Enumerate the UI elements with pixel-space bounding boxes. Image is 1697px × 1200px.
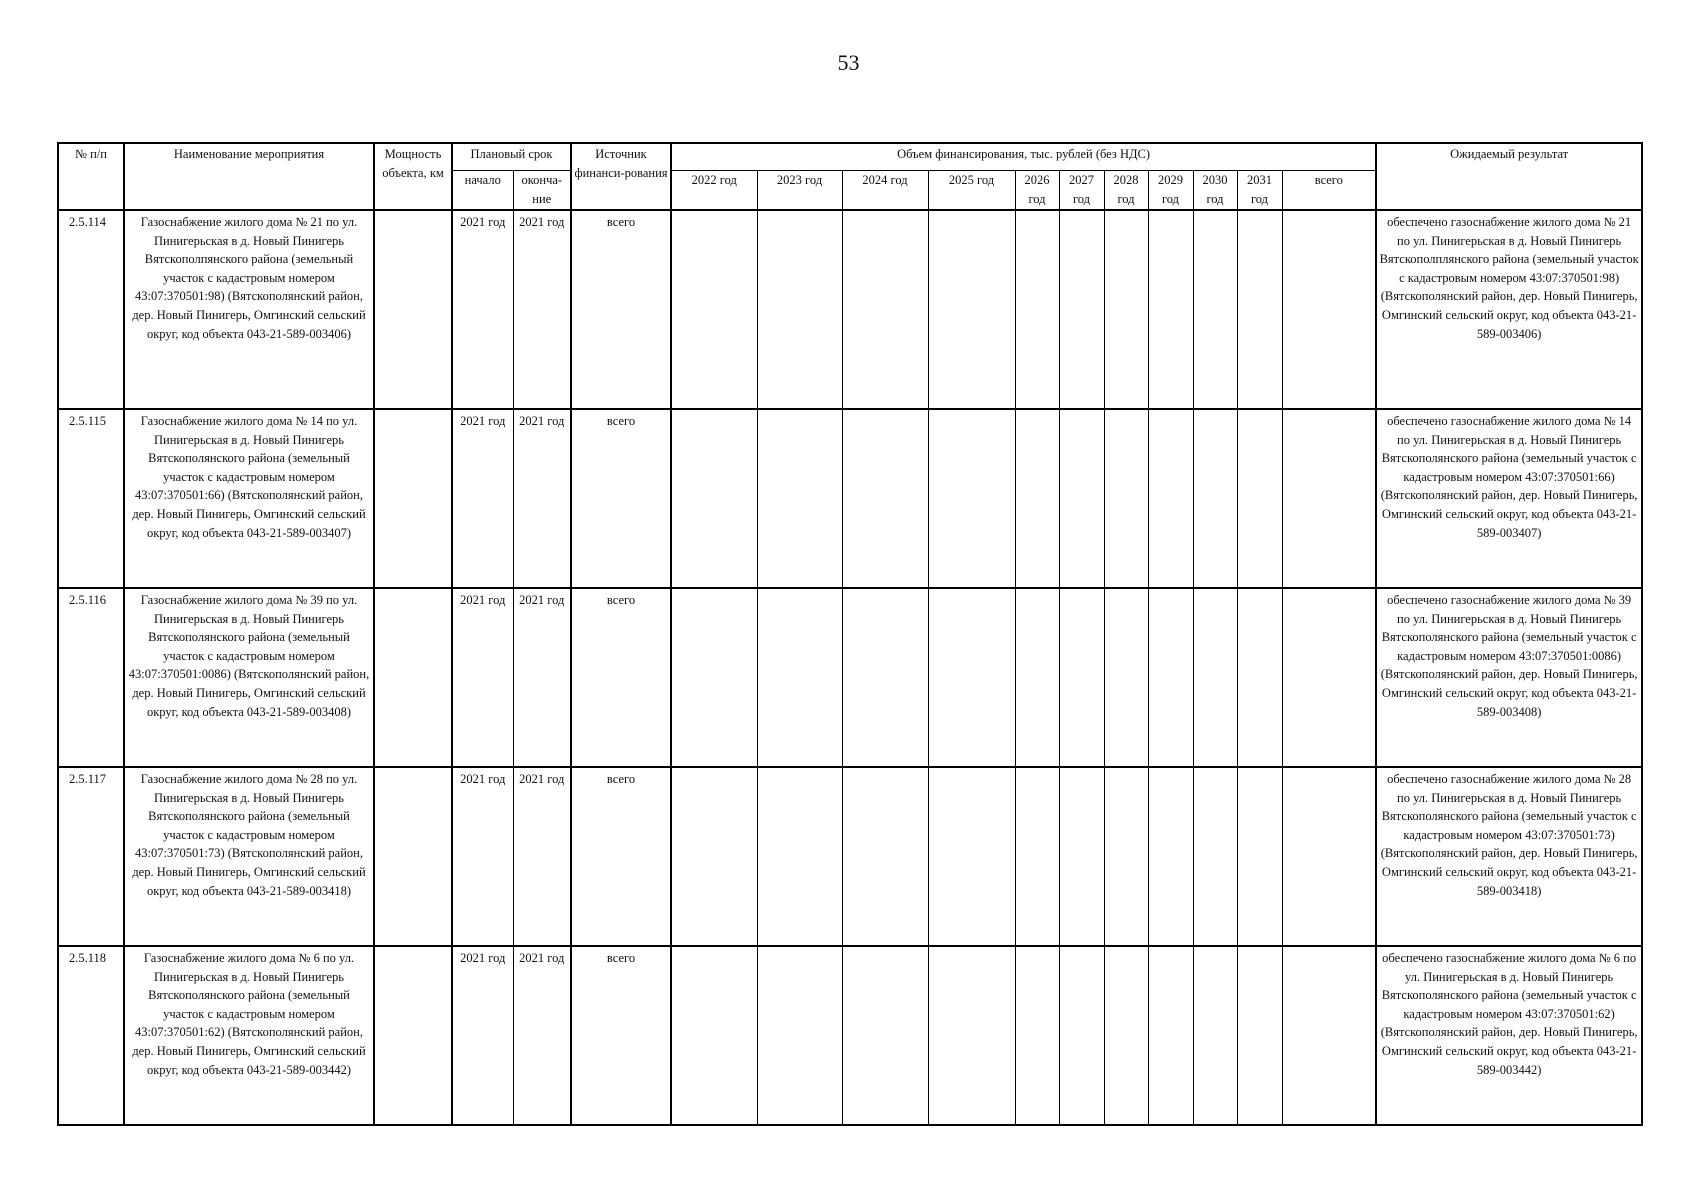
- col-header-result: Ожидаемый результат: [1376, 143, 1642, 210]
- end-year: 2021 год: [513, 210, 571, 409]
- col-header-year: 2026 год: [1015, 171, 1059, 211]
- row-number: 2.5.115: [58, 409, 124, 588]
- funding-cell: [1015, 210, 1059, 409]
- col-header-name: Наименование мероприятия: [124, 143, 374, 210]
- table-row: [58, 767, 1642, 946]
- col-header-year: 2023 год: [757, 171, 842, 211]
- funding-cell: [1015, 588, 1059, 767]
- table-row: [58, 409, 1642, 588]
- power-cell: [374, 946, 452, 1125]
- measure-name: Газоснабжение жилого дома № 14 по ул. Пинигерьская в д. Новый Пинигерь Вятскополянского района (земельный участок с кадастровым номером 43:07:370501:66) (Вятскополянский район, дер. Новый Пинигерь, Омгинский сельский округ, код объекта 043-21-589-003407): [124, 409, 374, 588]
- funding-source: всего: [571, 210, 671, 409]
- measure-name: Газоснабжение жилого дома № 21 по ул. Пинигерьская в д. Новый Пинигерь Вятскополпянского района (земельный участок с кадастровым номером 43:07:370501:98) (Вятскополянский район, дер. Новый Пинигерь, Омгинский сельский округ, код объекта 043-21-589-003406): [124, 210, 374, 409]
- start-year: 2021 год: [452, 588, 513, 767]
- funding-total-cell: [1282, 588, 1376, 767]
- expected-result: обеспечено газоснабжение жилого дома № 39 по ул. Пинигерьская в д. Новый Пинигерь Вятскополянского района (земельный участок с кадастровым номером 43:07:370501:0086) (Вятскополянский район, дер. Новый Пинигерь, Омгинский сельский округ, код объекта 043-21-589-003408): [1376, 588, 1642, 767]
- funding-cell: [1059, 767, 1104, 946]
- expected-result: обеспечено газоснабжение жилого дома № 14 по ул. Пинигерьская в д. Новый Пинигерь Вятскополянского района (земельный участок с кадастровым номером 43:07:370501:66) (Вятскополянский район, дер. Новый Пинигерь, Омгинский сельский округ, код объекта 043-21-589-003407): [1376, 409, 1642, 588]
- funding-cell: [1104, 767, 1148, 946]
- col-header-year: 2025 год: [928, 171, 1015, 211]
- funding-cell: [842, 946, 928, 1125]
- funding-cell: [1237, 946, 1282, 1125]
- financing-plan-table: [57, 142, 1643, 1126]
- funding-cell: [1015, 409, 1059, 588]
- funding-cell: [671, 409, 757, 588]
- funding-cell: [1104, 210, 1148, 409]
- funding-cell: [842, 210, 928, 409]
- funding-cell: [1237, 409, 1282, 588]
- col-header-year: 2028 год: [1104, 171, 1148, 211]
- funding-cell: [842, 588, 928, 767]
- col-header-end: оконча-ние: [513, 171, 571, 211]
- page-number: 53: [837, 50, 860, 75]
- funding-source: всего: [571, 767, 671, 946]
- row-number: 2.5.116: [58, 588, 124, 767]
- funding-cell: [1015, 767, 1059, 946]
- col-header-year: 2029 год: [1148, 171, 1193, 211]
- expected-result: обеспечено газоснабжение жилого дома № 6 по ул. Пинигерьская в д. Новый Пинигерь Вятскополянского района (земельный участок с кадастровым номером 43:07:370501:62) (Вятскополянский район, дер. Новый Пинигерь, Омгинский сельский округ, код объекта 043-21-589-003442): [1376, 946, 1642, 1125]
- funding-cell: [1059, 409, 1104, 588]
- funding-cell: [1148, 210, 1193, 409]
- header-row-1: [58, 143, 1642, 171]
- row-number: 2.5.117: [58, 767, 124, 946]
- col-header-year: 2027 год: [1059, 171, 1104, 211]
- funding-cell: [928, 767, 1015, 946]
- funding-cell: [671, 210, 757, 409]
- funding-cell: [757, 767, 842, 946]
- row-number: 2.5.114: [58, 210, 124, 409]
- funding-cell: [1193, 946, 1237, 1125]
- funding-cell: [757, 588, 842, 767]
- col-header-year: 2031 год: [1237, 171, 1282, 211]
- start-year: 2021 год: [452, 767, 513, 946]
- col-header-total: всего: [1282, 171, 1376, 211]
- funding-cell: [1193, 210, 1237, 409]
- start-year: 2021 год: [452, 210, 513, 409]
- funding-cell: [928, 409, 1015, 588]
- funding-cell: [1059, 588, 1104, 767]
- funding-cell: [928, 946, 1015, 1125]
- funding-cell: [671, 588, 757, 767]
- funding-total-cell: [1282, 210, 1376, 409]
- funding-cell: [1237, 767, 1282, 946]
- start-year: 2021 год: [452, 409, 513, 588]
- funding-cell: [1193, 588, 1237, 767]
- funding-source: всего: [571, 946, 671, 1125]
- start-year: 2021 год: [452, 946, 513, 1125]
- power-cell: [374, 767, 452, 946]
- funding-total-cell: [1282, 946, 1376, 1125]
- col-header-num: № п/п: [58, 143, 124, 210]
- funding-cell: [757, 210, 842, 409]
- funding-cell: [842, 409, 928, 588]
- funding-cell: [1237, 588, 1282, 767]
- row-number: 2.5.118: [58, 946, 124, 1125]
- expected-result: обеспечено газоснабжение жилого дома № 28 по ул. Пинигерьская в д. Новый Пинигерь Вятскополянского района (земельный участок с кадастровым номером 43:07:370501:73) (Вятскополянский район, дер. Новый Пинигерь, Омгинский сельский округ, код объекта 043-21-589-003418): [1376, 767, 1642, 946]
- funding-cell: [757, 409, 842, 588]
- expected-result: обеспечено газоснабжение жилого дома № 21 по ул. Пинигерьская в д. Новый Пинигерь Вятскополплянского района (земельный участок с кадастровым номером 43:07:370501:98) (Вятскополянский район, дер. Новый Пинигерь, Омгинский сельский округ, код объекта 043-21-589-003406): [1376, 210, 1642, 409]
- power-cell: [374, 409, 452, 588]
- col-header-year: 2022 год: [671, 171, 757, 211]
- funding-cell: [1104, 409, 1148, 588]
- funding-cell: [1193, 767, 1237, 946]
- funding-cell: [842, 767, 928, 946]
- funding-cell: [1059, 210, 1104, 409]
- end-year: 2021 год: [513, 767, 571, 946]
- measure-name: Газоснабжение жилого дома № 28 по ул. Пинигерьская в д. Новый Пинигерь Вятскополянского района (земельный участок с кадастровым номером 43:07:370501:73) (Вятскополянский район, дер. Новый Пинигерь, Омгинский сельский округ, код объекта 043-21-589-003418): [124, 767, 374, 946]
- col-header-source: Источник финанси-рования: [571, 143, 671, 210]
- table-row: [58, 946, 1642, 1125]
- end-year: 2021 год: [513, 946, 571, 1125]
- col-header-start: начало: [452, 171, 513, 211]
- funding-total-cell: [1282, 409, 1376, 588]
- funding-cell: [928, 210, 1015, 409]
- funding-source: всего: [571, 588, 671, 767]
- funding-cell: [1148, 946, 1193, 1125]
- funding-cell: [928, 588, 1015, 767]
- funding-cell: [1015, 946, 1059, 1125]
- funding-cell: [1104, 946, 1148, 1125]
- funding-cell: [757, 946, 842, 1125]
- funding-source: всего: [571, 409, 671, 588]
- table-row: [58, 210, 1642, 409]
- col-header-year: 2030 год: [1193, 171, 1237, 211]
- col-header-year: 2024 год: [842, 171, 928, 211]
- funding-cell: [1193, 409, 1237, 588]
- measure-name: Газоснабжение жилого дома № 6 по ул. Пинигерьская в д. Новый Пинигерь Вятскополянского района (земельный участок с кадастровым номером 43:07:370501:62) (Вятскополянский район, дер. Новый Пинигерь, Омгинский сельский округ, код объекта 043-21-589-003442): [124, 946, 374, 1125]
- funding-cell: [671, 946, 757, 1125]
- funding-cell: [1148, 588, 1193, 767]
- end-year: 2021 год: [513, 588, 571, 767]
- end-year: 2021 год: [513, 409, 571, 588]
- funding-cell: [1148, 767, 1193, 946]
- power-cell: [374, 210, 452, 409]
- table-row: [58, 588, 1642, 767]
- col-header-power: Мощность объекта, км: [374, 143, 452, 210]
- funding-cell: [1148, 409, 1193, 588]
- funding-cell: [1237, 210, 1282, 409]
- funding-cell: [1059, 946, 1104, 1125]
- funding-total-cell: [1282, 767, 1376, 946]
- col-header-planned-term: Плановый срок: [452, 143, 571, 171]
- power-cell: [374, 588, 452, 767]
- measure-name: Газоснабжение жилого дома № 39 по ул. Пинигерьская в д. Новый Пинигерь Вятскополянского района (земельный участок с кадастровым номером 43:07:370501:0086) (Вятскополянский район, дер. Новый Пинигерь, Омгинский сельский округ, код объекта 043-21-589-003408): [124, 588, 374, 767]
- funding-cell: [671, 767, 757, 946]
- funding-cell: [1104, 588, 1148, 767]
- col-header-funding: Объем финансирования, тыс. рублей (без НДС): [671, 143, 1376, 171]
